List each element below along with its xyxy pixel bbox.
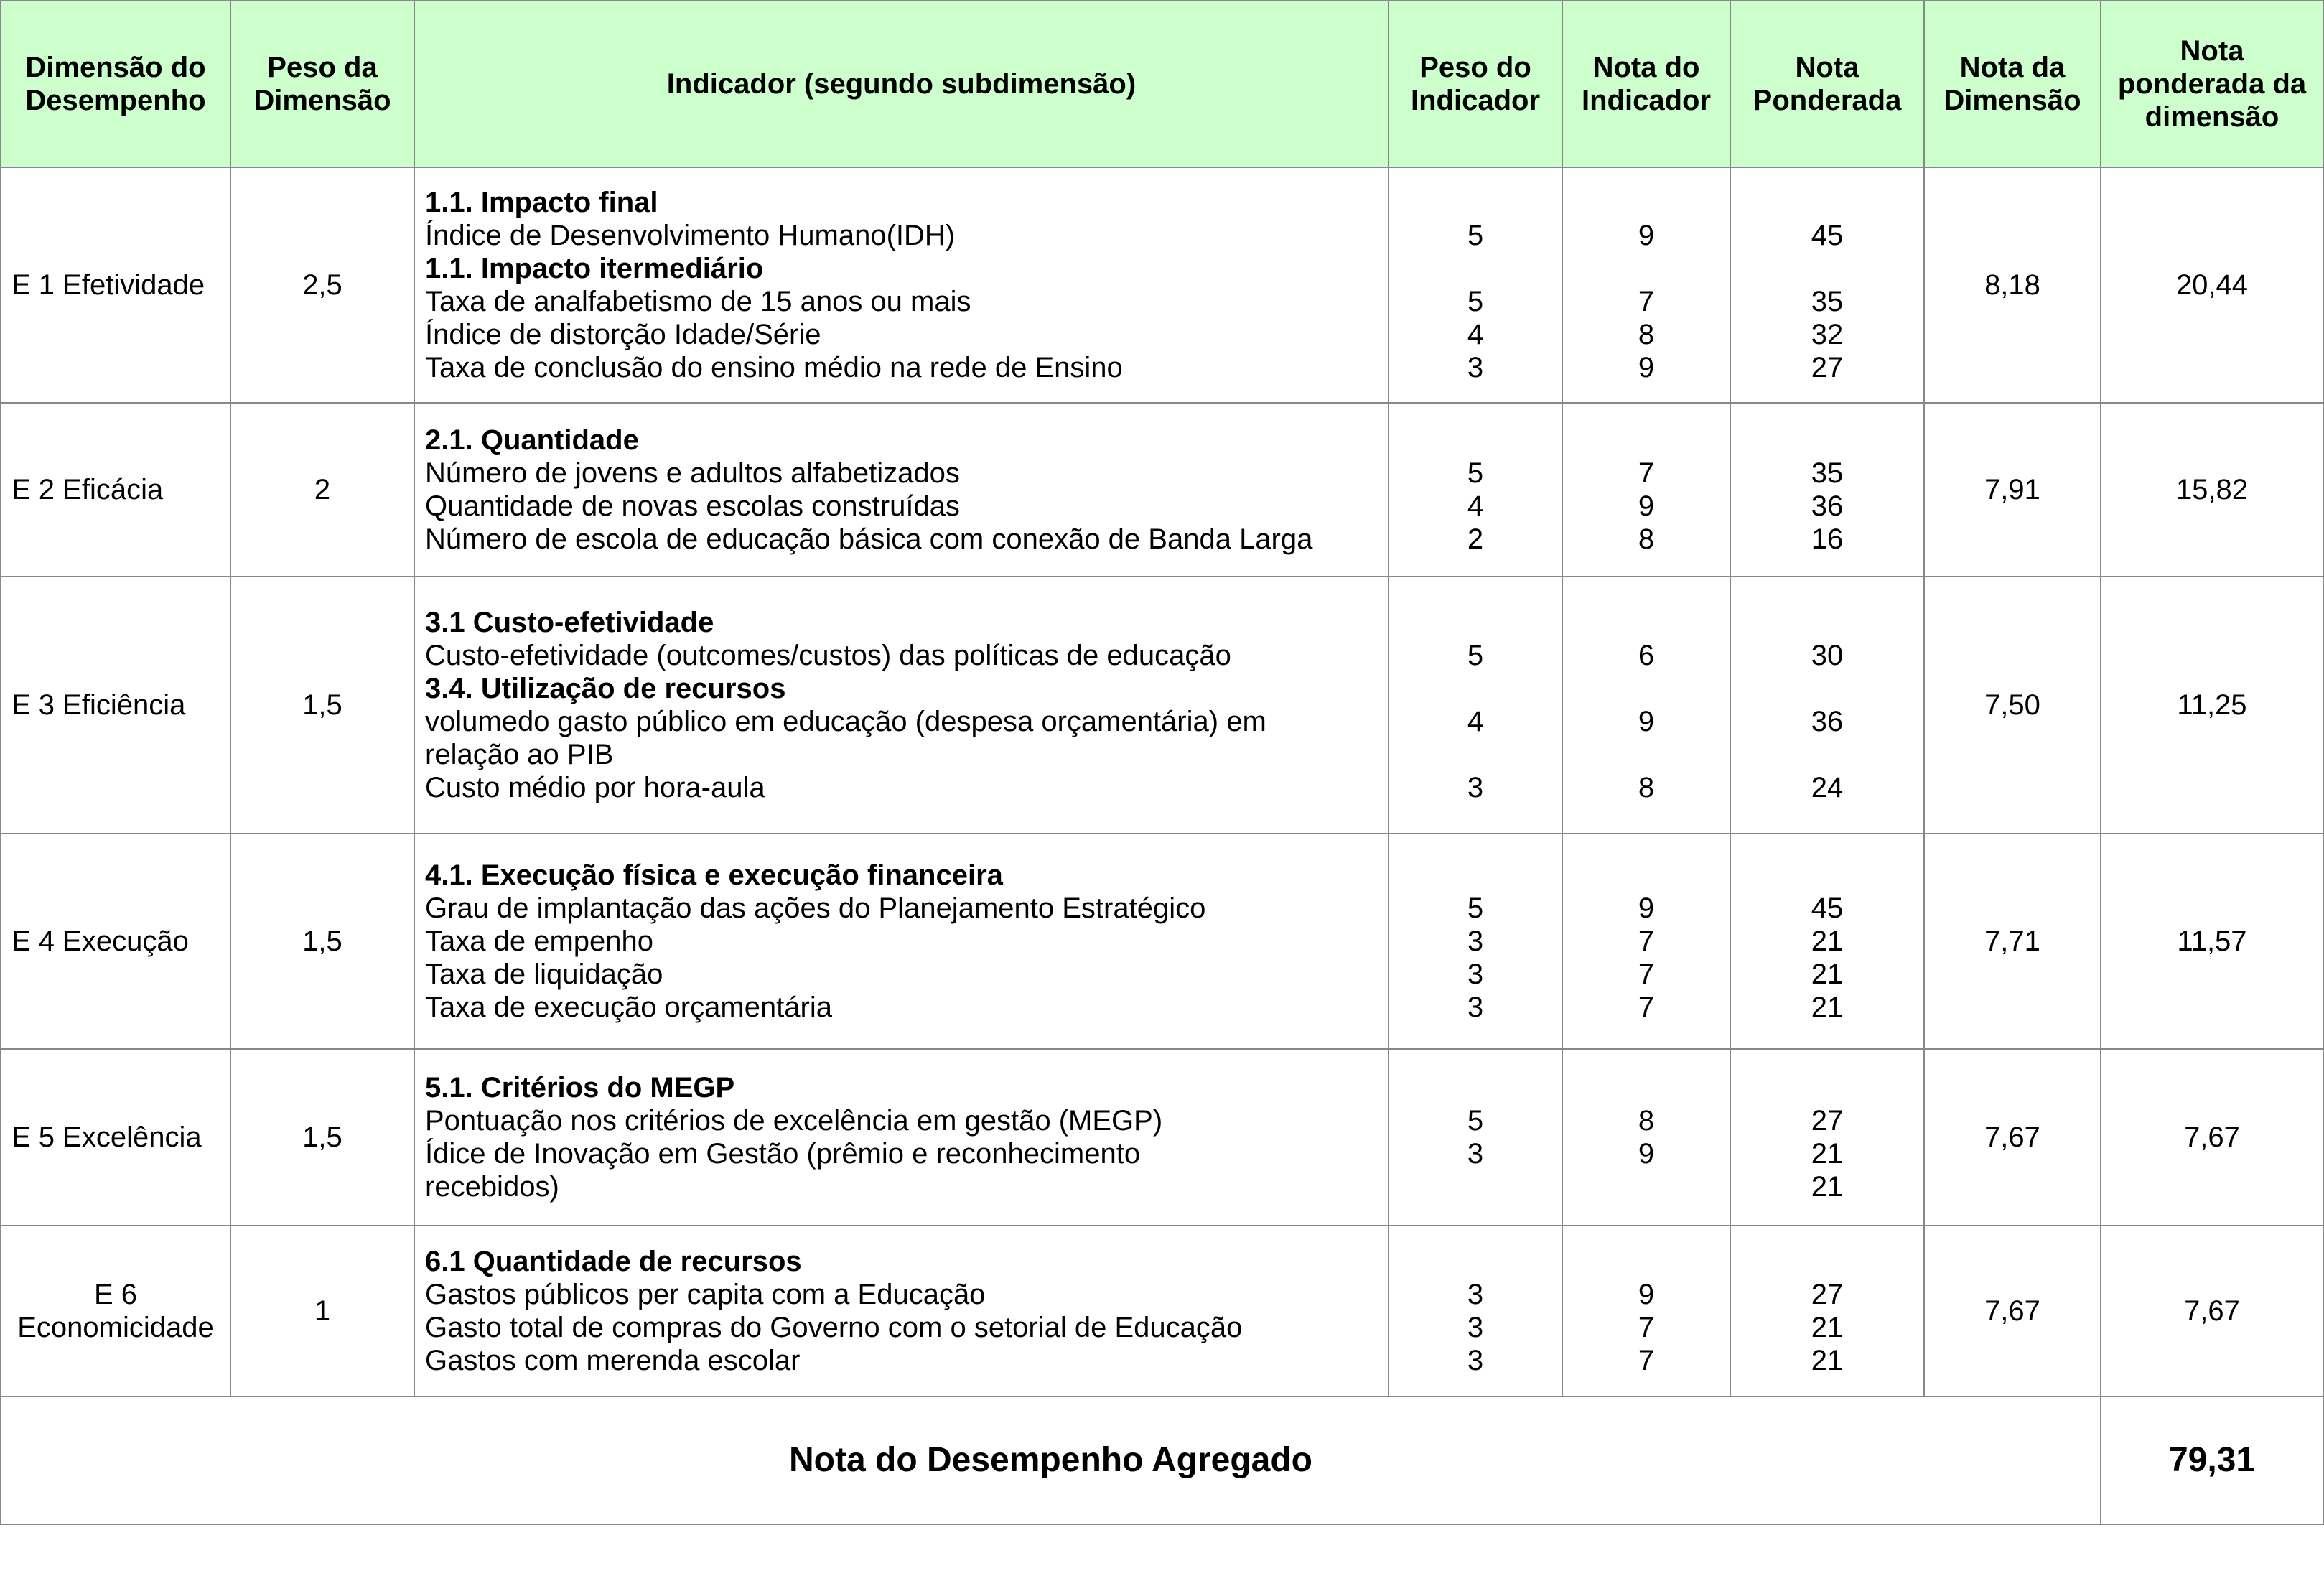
indicator-line: Número de jovens e adultos alfabetizados <box>425 457 960 489</box>
indicator-weight: 3 <box>1467 1312 1484 1343</box>
indicator-weight <box>1399 424 1551 457</box>
header-row <box>1 1 2323 167</box>
weighted-score: 21 <box>1811 1171 1844 1203</box>
indicator-score-cell <box>1562 403 1730 577</box>
header-dimensao: Dimensão do Desempenho <box>1 1 230 167</box>
weighted-score-cell <box>1730 1226 1924 1396</box>
dimension-weight-cell: 1,5 <box>230 1049 414 1226</box>
weighted-score <box>1741 1245 1913 1278</box>
dimension-cell: E 5 Excelência <box>1 1049 230 1226</box>
indicator-line: 1.1. Impacto final <box>425 187 658 218</box>
weighted-score: 21 <box>1811 1345 1844 1376</box>
indicator-score: 9 <box>1638 352 1655 383</box>
indicator-score-cell <box>1562 167 1730 403</box>
weighted-score: 36 <box>1811 706 1844 737</box>
weighted-score-cell <box>1730 403 1924 577</box>
indicator-line: Quantidade de novas escolas construídas <box>425 490 960 522</box>
header-nota-ponderada: Nota Ponderada <box>1730 1 1924 167</box>
dimension-score-cell: 7,91 <box>1924 403 2101 577</box>
weighted-score <box>1741 186 1913 219</box>
indicator-weight <box>1399 1071 1551 1104</box>
indicator-score: 7 <box>1638 992 1655 1023</box>
indicator-line: Índice de Desenvolvimento Humano(IDH) <box>425 220 956 251</box>
indicator-score: 7 <box>1638 959 1655 990</box>
indicator-weight: 4 <box>1467 706 1484 737</box>
weighted-score-cell <box>1730 577 1924 834</box>
total-value: 79,31 <box>2101 1396 2323 1524</box>
indicator-score: 7 <box>1638 457 1655 489</box>
indicator-line: Índice de distorção Idade/Série <box>425 319 821 350</box>
indicator-line: Grau de implantação das ações do Planejamento Estratégico <box>425 892 1206 924</box>
dimension-label-line: Economicidade <box>17 1312 214 1343</box>
weighted-score <box>1741 424 1913 457</box>
dimension-score-cell: 7,67 <box>1924 1049 2101 1226</box>
indicator-score: 7 <box>1638 1312 1655 1343</box>
indicator-score: 9 <box>1638 1138 1655 1170</box>
table-row <box>1 834 2323 1049</box>
indicator-score: 8 <box>1638 523 1655 555</box>
indicator-line: Gastos públicos per capita com a Educação <box>425 1279 986 1310</box>
indicator-score <box>1573 859 1719 892</box>
dimension-weight-cell: 2 <box>230 403 414 577</box>
weighted-score-cell <box>1730 1049 1924 1226</box>
indicator-weight-cell <box>1389 403 1562 577</box>
dimension-weight-cell: 2,5 <box>230 167 414 403</box>
indicator-score <box>1573 252 1719 285</box>
indicator-weight-cell <box>1389 1049 1562 1226</box>
indicator-score-cell <box>1562 577 1730 834</box>
weighted-score <box>1741 738 1913 771</box>
indicator-score <box>1573 1071 1719 1104</box>
indicator-cell <box>414 403 1389 577</box>
header-peso-indicador: Peso do Indicador <box>1389 1 1562 167</box>
weighted-score <box>1741 1071 1913 1104</box>
indicator-cell <box>414 167 1389 403</box>
indicator-weight: 3 <box>1467 925 1484 957</box>
header-nota-dimensao: Nota da Dimensão <box>1924 1 2101 167</box>
indicator-score <box>1573 1245 1719 1278</box>
indicator-score: 8 <box>1638 319 1655 350</box>
indicator-line: 2.1. Quantidade <box>425 424 639 456</box>
indicator-line: volumedo gasto público em educação (despesa orçamentária) em <box>425 706 1266 737</box>
indicator-line: Custo médio por hora-aula <box>425 772 765 803</box>
indicator-score: 8 <box>1638 1105 1655 1137</box>
indicator-line: 3.1 Custo-efetividade <box>425 607 714 638</box>
indicator-cell <box>414 1226 1389 1396</box>
weighted-score: 35 <box>1811 457 1844 489</box>
weighted-score-cell <box>1730 167 1924 403</box>
weighted-score <box>1741 606 1913 639</box>
header-nota-ponderada-dimensao: Nota ponderada da dimensão <box>2101 1 2323 167</box>
indicator-weight <box>1399 672 1551 705</box>
indicator-weight: 3 <box>1467 1138 1484 1170</box>
total-label: Nota do Desempenho Agregado <box>1 1396 2101 1524</box>
indicator-line: Gasto total de compras do Governo com o setorial de Educação <box>425 1312 1243 1343</box>
dimension-score-cell: 8,18 <box>1924 167 2101 403</box>
dimension-weighted-score-cell: 7,67 <box>2101 1049 2323 1226</box>
indicator-line: recebidos) <box>425 1171 559 1203</box>
indicator-weight: 5 <box>1467 1105 1484 1137</box>
indicator-line: Custo-efetividade (outcomes/custos) das políticas de educação <box>425 640 1231 671</box>
indicator-weight-cell <box>1389 1226 1562 1396</box>
indicator-score: 7 <box>1638 1345 1655 1376</box>
indicator-score: 6 <box>1638 640 1655 671</box>
dimension-weight-cell: 1,5 <box>230 834 414 1049</box>
weighted-score: 45 <box>1811 220 1844 251</box>
weighted-score: 36 <box>1811 490 1844 522</box>
indicator-weight: 3 <box>1467 772 1484 803</box>
dimension-weighted-score-cell: 7,67 <box>2101 1226 2323 1396</box>
table-row <box>1 1226 2323 1396</box>
table-row <box>1 577 2323 834</box>
indicator-cell <box>414 834 1389 1049</box>
dimension-cell: E 1 Efetividade <box>1 167 230 403</box>
total-row <box>1 1396 2323 1524</box>
dimension-weight-cell: 1 <box>230 1226 414 1396</box>
weighted-score: 27 <box>1811 1105 1844 1137</box>
indicator-score: 8 <box>1638 772 1655 803</box>
dimension-score-cell: 7,50 <box>1924 577 2101 834</box>
weighted-score: 35 <box>1811 286 1844 317</box>
indicator-weight: 5 <box>1467 457 1484 489</box>
weighted-score: 21 <box>1811 992 1844 1023</box>
indicator-weight: 3 <box>1467 1345 1484 1376</box>
indicator-score: 9 <box>1638 706 1655 737</box>
indicator-score <box>1573 1170 1719 1203</box>
indicator-weight <box>1399 738 1551 771</box>
header-peso-dimensao: Peso da Dimensão <box>230 1 414 167</box>
table-row <box>1 403 2323 577</box>
indicator-score: 7 <box>1638 925 1655 957</box>
indicator-weight-cell <box>1389 167 1562 403</box>
weighted-score <box>1741 859 1913 892</box>
indicator-weight: 3 <box>1467 959 1484 990</box>
dimension-score-cell: 7,67 <box>1924 1226 2101 1396</box>
indicator-weight: 3 <box>1467 352 1484 383</box>
indicator-weight <box>1399 1245 1551 1278</box>
weighted-score: 16 <box>1811 523 1844 555</box>
table-row <box>1 1049 2323 1226</box>
indicator-line: Número de escola de educação básica com conexão de Banda Larga <box>425 523 1313 555</box>
dimension-cell <box>1 1226 230 1396</box>
indicator-line: Pontuação nos critérios de excelência em gestão (MEGP) <box>425 1105 1163 1137</box>
indicator-weight: 5 <box>1467 640 1484 671</box>
weighted-score: 21 <box>1811 1312 1844 1343</box>
indicator-weight <box>1399 186 1551 219</box>
indicator-line: Taxa de empenho <box>425 925 654 957</box>
dimension-weight-cell: 1,5 <box>230 577 414 834</box>
indicator-score-cell <box>1562 834 1730 1049</box>
indicator-weight-cell <box>1389 834 1562 1049</box>
weighted-score: 27 <box>1811 1279 1844 1310</box>
weighted-score <box>1741 672 1913 705</box>
weighted-score: 24 <box>1811 772 1844 803</box>
indicator-line: Gastos com merenda escolar <box>425 1345 801 1376</box>
dimension-weighted-score-cell: 11,57 <box>2101 834 2323 1049</box>
indicator-line: 5.1. Critérios do MEGP <box>425 1072 735 1104</box>
indicator-line: relação ao PIB <box>425 739 614 770</box>
indicator-weight: 5 <box>1467 220 1484 251</box>
indicator-score: 9 <box>1638 220 1655 251</box>
indicator-line: Taxa de analfabetismo de 15 anos ou mais <box>425 286 971 317</box>
indicator-score-cell <box>1562 1226 1730 1396</box>
indicator-score <box>1573 424 1719 457</box>
dimension-weighted-score-cell: 11,25 <box>2101 577 2323 834</box>
weighted-score: 21 <box>1811 1138 1844 1170</box>
dimension-cell: E 3 Eficiência <box>1 577 230 834</box>
weighted-score: 45 <box>1811 892 1844 924</box>
indicator-weight <box>1399 1170 1551 1203</box>
indicator-line: 6.1 Quantidade de recursos <box>425 1246 802 1277</box>
indicator-line: 3.4. Utilização de recursos <box>425 673 786 704</box>
indicator-weight-cell <box>1389 577 1562 834</box>
indicator-weight: 4 <box>1467 490 1484 522</box>
indicator-line: 1.1. Impacto itermediário <box>425 253 764 284</box>
indicator-score-cell <box>1562 1049 1730 1226</box>
indicator-score <box>1573 186 1719 219</box>
indicator-score: 9 <box>1638 490 1655 522</box>
dimension-label-line: E 6 <box>93 1279 138 1310</box>
weighted-score: 21 <box>1811 925 1844 957</box>
table-row <box>1 167 2323 403</box>
indicator-weight: 5 <box>1467 286 1484 317</box>
dimension-weighted-score-cell: 20,44 <box>2101 167 2323 403</box>
indicator-score: 9 <box>1638 1279 1655 1310</box>
weighted-score: 27 <box>1811 352 1844 383</box>
dimension-cell: E 4 Execução <box>1 834 230 1049</box>
indicator-line: Taxa de conclusão do ensino médio na rede de Ensino <box>425 352 1123 383</box>
indicator-weight <box>1399 606 1551 639</box>
indicator-score <box>1573 606 1719 639</box>
weighted-score: 30 <box>1811 640 1844 671</box>
indicator-weight <box>1399 859 1551 892</box>
weighted-score: 21 <box>1811 959 1844 990</box>
indicator-line: 4.1. Execução física e execução financeira <box>425 859 1003 891</box>
indicator-cell <box>414 1049 1389 1226</box>
indicator-line: Taxa de liquidação <box>425 959 663 990</box>
indicator-weight: 2 <box>1467 523 1484 555</box>
indicator-weight: 4 <box>1467 319 1484 350</box>
indicator-score: 7 <box>1638 286 1655 317</box>
indicator-weight: 3 <box>1467 992 1484 1023</box>
indicator-line: Taxa de execução orçamentária <box>425 992 832 1023</box>
dimension-score-cell: 7,71 <box>1924 834 2101 1049</box>
header-nota-indicador: Nota do Indicador <box>1562 1 1730 167</box>
indicator-line: Ídice de Inovação em Gestão (prêmio e reconhecimento <box>425 1138 1141 1170</box>
indicator-score <box>1573 672 1719 705</box>
indicator-score <box>1573 738 1719 771</box>
indicator-weight: 3 <box>1467 1279 1484 1310</box>
header-indicador: Indicador (segundo subdimensão) <box>414 1 1389 167</box>
dimension-weighted-score-cell: 15,82 <box>2101 403 2323 577</box>
dimension-cell: E 2 Eficácia <box>1 403 230 577</box>
weighted-score-cell <box>1730 834 1924 1049</box>
indicator-weight <box>1399 252 1551 285</box>
weighted-score: 32 <box>1811 319 1844 350</box>
indicator-cell <box>414 577 1389 834</box>
weighted-score <box>1741 252 1913 285</box>
indicator-weight: 5 <box>1467 892 1484 924</box>
indicator-score: 9 <box>1638 892 1655 924</box>
